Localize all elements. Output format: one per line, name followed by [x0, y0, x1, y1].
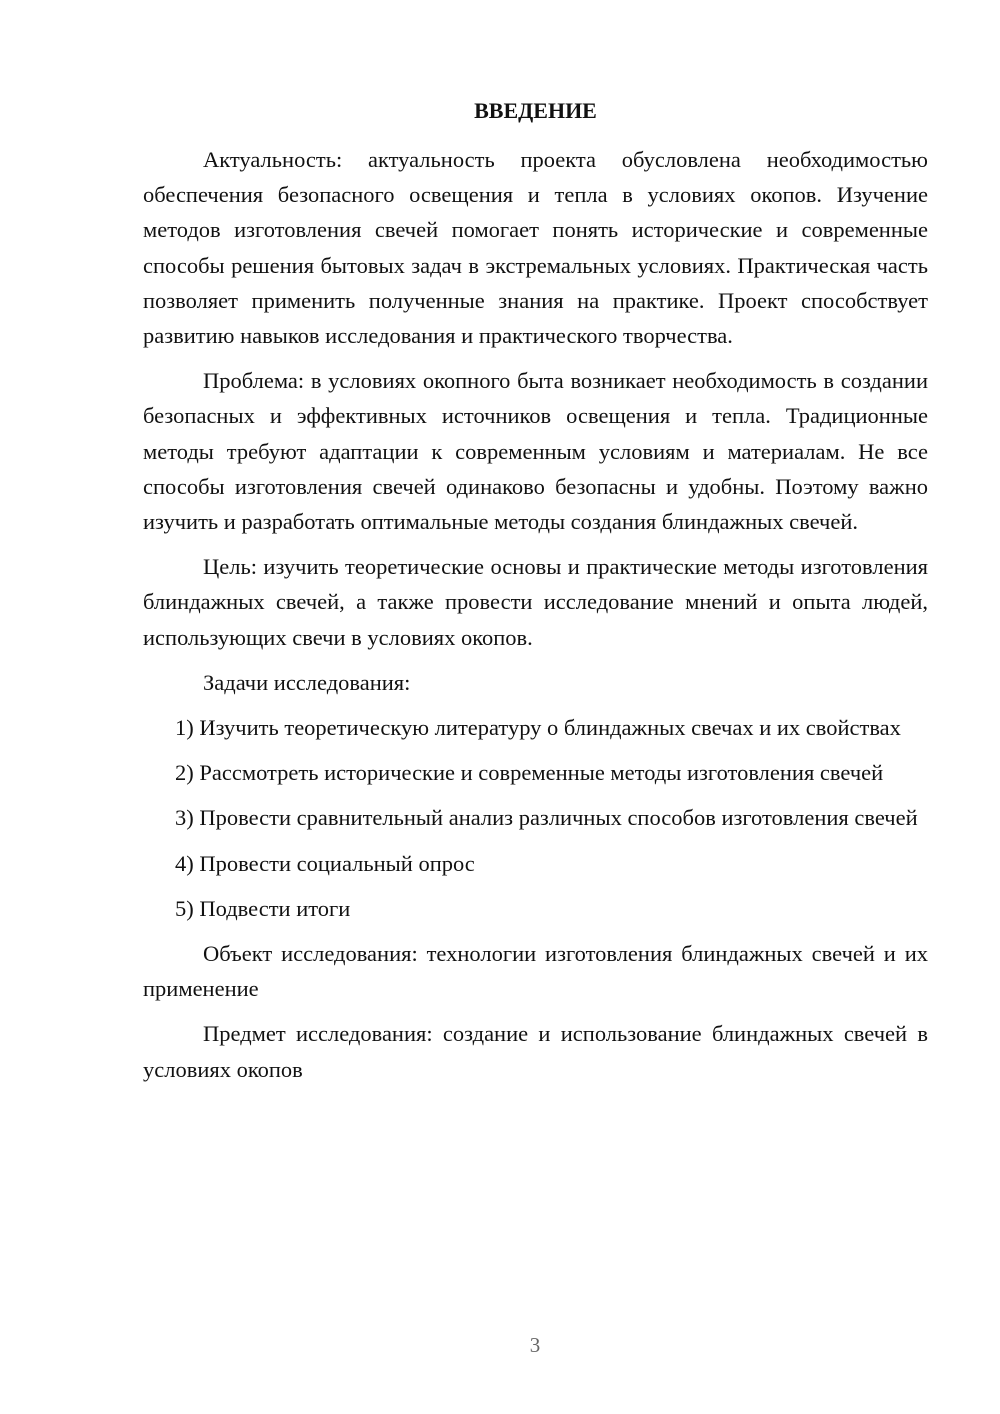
- problem-paragraph: Проблема: в условиях окопного быта возникает необходимость в создании безопасных и эффективных источников освещения и тепла. Традиционные методы требуют адаптации к современным условиям и материалам. Не все способы изготовления свечей одинаково безопасны и удобны. Поэтому важно изучить и разработать оптимальные методы создания блиндажных свечей.: [143, 368, 928, 535]
- page-title: ВВЕДЕНИЕ: [474, 98, 597, 123]
- task-item: 1) Изучить теоретическую литературу о блиндажных свечах и их свойствах: [175, 715, 901, 741]
- goal-paragraph: Цель: изучить теоретические основы и практические методы изготовления блиндажных свечей, а также провести исследование мнений и опыта людей, использующих свечи в условиях окопов.: [143, 554, 928, 650]
- tasks-heading: Задачи исследования:: [203, 669, 411, 695]
- subject-paragraph: Предмет исследования: создание и использование блиндажных свечей в условиях окопов: [143, 1021, 928, 1082]
- page-number: 3: [529, 1333, 541, 1357]
- task-item: 3) Провести сравнительный анализ различных способов изготовления свечей: [175, 805, 918, 831]
- task-item: 2) Рассмотреть исторические и современные методы изготовления свечей: [175, 760, 884, 786]
- relevance-paragraph: Актуальность: актуальность проекта обусловлена необходимостью обеспечения безопасного освещения и тепла в условиях окопов. Изучение методов изготовления свечей помогает понять исторические и современные способы решения бытовых задач в экстремальных условиях. Практическая часть позволяет применить полученные знания на практике. Проект способствует развитию навыков исследования и практического творчества.: [143, 147, 928, 349]
- task-item: 5) Подвести итоги: [175, 895, 351, 921]
- task-item: 4) Провести социальный опрос: [175, 850, 475, 876]
- object-paragraph: Объект исследования: технологии изготовления блиндажных свечей и их применение: [143, 941, 928, 1002]
- document-body: [143, 142, 928, 1097]
